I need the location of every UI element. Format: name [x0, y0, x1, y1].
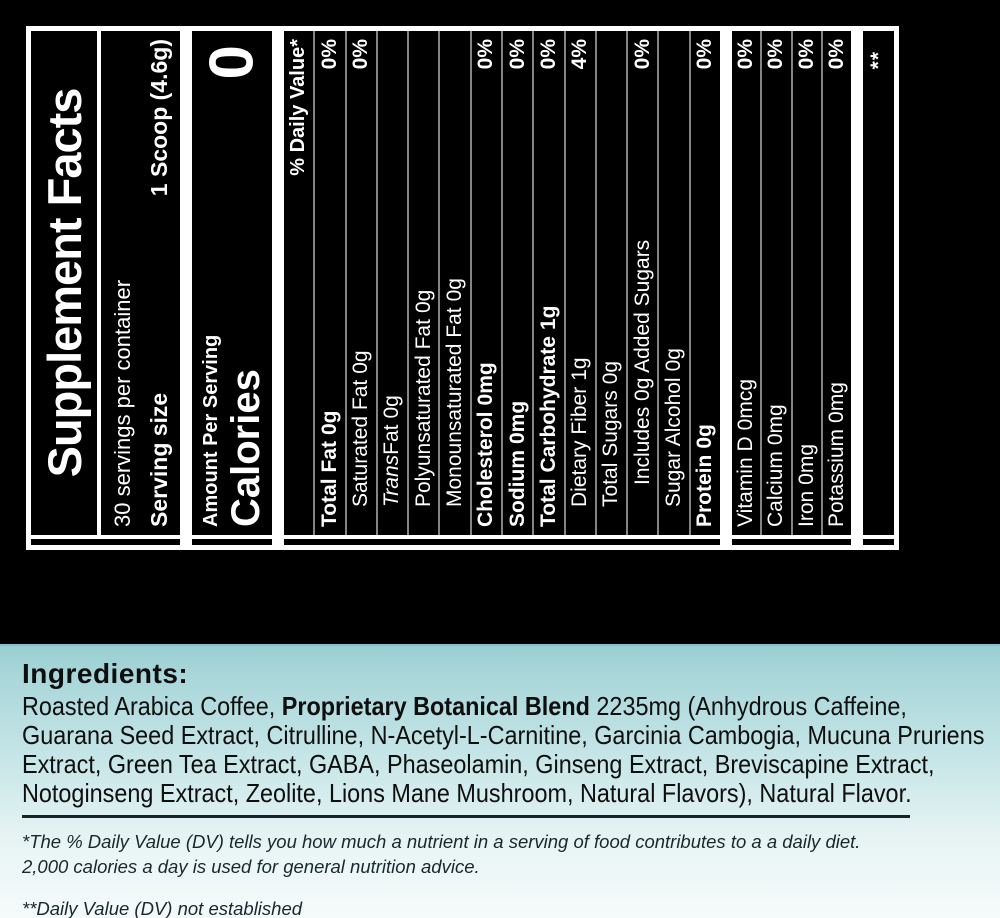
nutrient-daily-value: 0%: [630, 39, 654, 70]
serving-info: [101, 31, 180, 539]
supplement-facts-rotated: [26, 26, 899, 550]
nutrient-name-text: Fat: [380, 424, 404, 455]
nutrient-daily-value: 0%: [349, 39, 373, 70]
nutrient-row: [732, 31, 760, 535]
nutrient-row: [657, 31, 688, 535]
nutrient-row: [760, 31, 790, 535]
not-established-footnote: **Daily Value (DV) not established: [22, 898, 303, 918]
vitamins-panel: [732, 31, 851, 539]
nutrient-daily-value: 0%: [317, 39, 341, 70]
nutrient-amount: 0g: [599, 360, 623, 385]
nutrient-name: [568, 357, 592, 527]
daily-value-header-text: % Daily Value*: [287, 39, 310, 176]
nutrient-name-text: Protein: [693, 454, 717, 527]
ingredients-heading: Ingredients:: [22, 658, 189, 689]
nutrient-amount: 0g: [380, 395, 404, 419]
section-bar: [272, 31, 284, 545]
ingredients-line-4: Notoginseng Extract, Zeolite, Lions Mane Mushroom, Natural Flavors), Natural Flavor.: [22, 778, 912, 808]
nutrient-amount: 0mg: [824, 382, 848, 423]
servings-per-container: 30 servings per container: [109, 279, 135, 527]
nutrient-name: [412, 290, 436, 527]
nutrient-name: [474, 362, 498, 527]
facts-title: Supplement Facts: [31, 31, 97, 539]
nutrient-row: [470, 31, 501, 535]
section-bar: [720, 31, 732, 545]
nutrient-name-text: Saturated Fat: [349, 379, 373, 507]
nutrient-name: [662, 348, 686, 527]
nutrient-row: [532, 31, 563, 535]
nutrients-panel: [284, 31, 720, 539]
nutrient-name-text: Polyunsaturated Fat: [411, 319, 435, 507]
daily-value-footnote-line1: *The % Daily Value (DV) tells you how much a nutrient in a serving of food contributes to a a daily diet.: [22, 831, 861, 852]
nutrient-name: [537, 306, 561, 527]
nutrient-amount: 1g: [568, 357, 592, 381]
nutrient-name: [795, 444, 819, 527]
daily-value-header: [284, 31, 313, 535]
nutrient-daily-value: 0%: [794, 39, 818, 70]
nutrient-name-text: Iron: [794, 490, 818, 527]
nutrient-amount: 0g: [317, 410, 341, 436]
nutrient-name-italic: Trans: [380, 454, 404, 507]
serving-size-label: Serving size: [145, 392, 172, 527]
ingredients-section: [0, 644, 1000, 918]
nutrient-name: [599, 361, 623, 527]
daily-value-footnote-line2: 2,000 calories a day is used for general nutrition advice.: [22, 856, 480, 877]
nutrient-amount: 0mg: [764, 404, 788, 446]
nutrient-name: [734, 379, 758, 527]
ingredients-line-3: Extract, Green Tea Extract, GABA, Phaseolamin, Ginseng Extract, Breviscapine Extract,: [22, 749, 935, 779]
daily-value-footnote: [22, 829, 1000, 879]
calories-section: [192, 31, 272, 539]
amount-per-serving-label: Amount Per Serving: [200, 334, 222, 527]
nutrient-daily-value: 0%: [536, 39, 560, 70]
nutrient-row: [345, 31, 376, 535]
nutrient-amount: 1g: [536, 305, 560, 331]
nutrient-name-text: Vitamin D: [734, 436, 758, 527]
nutrient-amount: 0mg: [505, 400, 529, 444]
nutrient-name: [349, 350, 373, 527]
footnote-mark: **: [866, 51, 890, 70]
nutrient-name: [443, 278, 467, 527]
nutrient-name-text: Total Carbohydrate: [536, 336, 560, 527]
nutrient-row: [407, 31, 438, 535]
ingredients-line-1: [22, 691, 907, 721]
nutrient-row: [376, 31, 407, 535]
nutrient-name: [380, 395, 404, 527]
nutrient-row: [313, 31, 344, 535]
calories-label: Calories: [224, 369, 268, 527]
serving-size-value: 1 Scoop (4.6g): [145, 39, 172, 197]
nutrient-name-text: Monounsaturated Fat: [443, 307, 467, 507]
calories-value: 0: [197, 45, 267, 80]
nutrient-amount: 0g: [662, 348, 686, 372]
nutrient-name: [506, 401, 530, 527]
nutrient-amount: 0g: [411, 289, 435, 314]
serving-size-row: [141, 39, 177, 527]
nutrient-row: [595, 31, 626, 535]
nutrient-amount: 0mg: [794, 443, 818, 485]
nutrient-name-text: Cholesterol: [474, 411, 498, 527]
nutrient-name-text: Total Sugars: [599, 390, 623, 507]
nutrient-name: [631, 240, 655, 527]
section-bar: [851, 31, 863, 545]
nutrient-row: [564, 31, 595, 535]
nutrient-amount: 0g: [443, 278, 467, 302]
nutrient-daily-value: 0%: [824, 39, 848, 70]
nutrient-name-text: Calcium: [764, 451, 788, 527]
nutrient-daily-value: 0%: [734, 39, 758, 70]
nutrient-name-text: Includes 0g Added Sugars: [630, 239, 654, 485]
nutrient-row: [501, 31, 532, 535]
nutrient-daily-value: 0%: [505, 39, 529, 70]
ingredients-line-2: Guarana Seed Extract, Citrulline, N-Acetyl-L-Carnitine, Garcinia Cambogia, Mucuna Pruriens: [22, 720, 985, 750]
nutrient-amount: 0mcg: [734, 378, 758, 431]
nutrient-name-text: Sugar Alcohol: [662, 377, 686, 507]
nutrient-row: [791, 31, 821, 535]
nutrient-daily-value: 0%: [764, 39, 788, 70]
nutrient-daily-value: 0%: [474, 39, 498, 70]
nutrient-row: [689, 31, 720, 535]
footnote-mark-row: [863, 31, 894, 539]
nutrient-daily-value: 4%: [568, 39, 592, 70]
nutrient-name-text: Dietary Fiber: [568, 386, 592, 507]
nutrient-daily-value: 0%: [693, 39, 717, 70]
nutrient-name: [825, 382, 849, 527]
nutrient-name-text: Total Fat: [317, 441, 341, 527]
ingredients-line1-pre: Roasted Arabica Coffee,: [22, 691, 282, 721]
ingredients-line1-post: 2235mg (Anhydrous Caffeine,: [589, 691, 907, 721]
nutrient-name-text: Potassium: [824, 428, 848, 527]
nutrient-name-text: Sodium: [505, 450, 529, 527]
section-bar: [180, 31, 192, 545]
nutrient-row: [626, 31, 657, 535]
nutrient-name: [764, 404, 788, 527]
nutrient-row: [821, 31, 851, 535]
nutrient-row: [438, 31, 469, 535]
nutrient-amount: 0mg: [474, 362, 498, 406]
supplement-facts-panel: [26, 26, 899, 550]
nutrient-amount: 0g: [693, 424, 717, 449]
nutrient-amount: 0g: [349, 350, 373, 374]
nutrient-name: [693, 424, 717, 527]
ingredients-divider-rule: [22, 815, 910, 818]
proprietary-blend-name: Proprietary Botanical Blend: [281, 691, 590, 721]
nutrient-name: [318, 411, 342, 527]
